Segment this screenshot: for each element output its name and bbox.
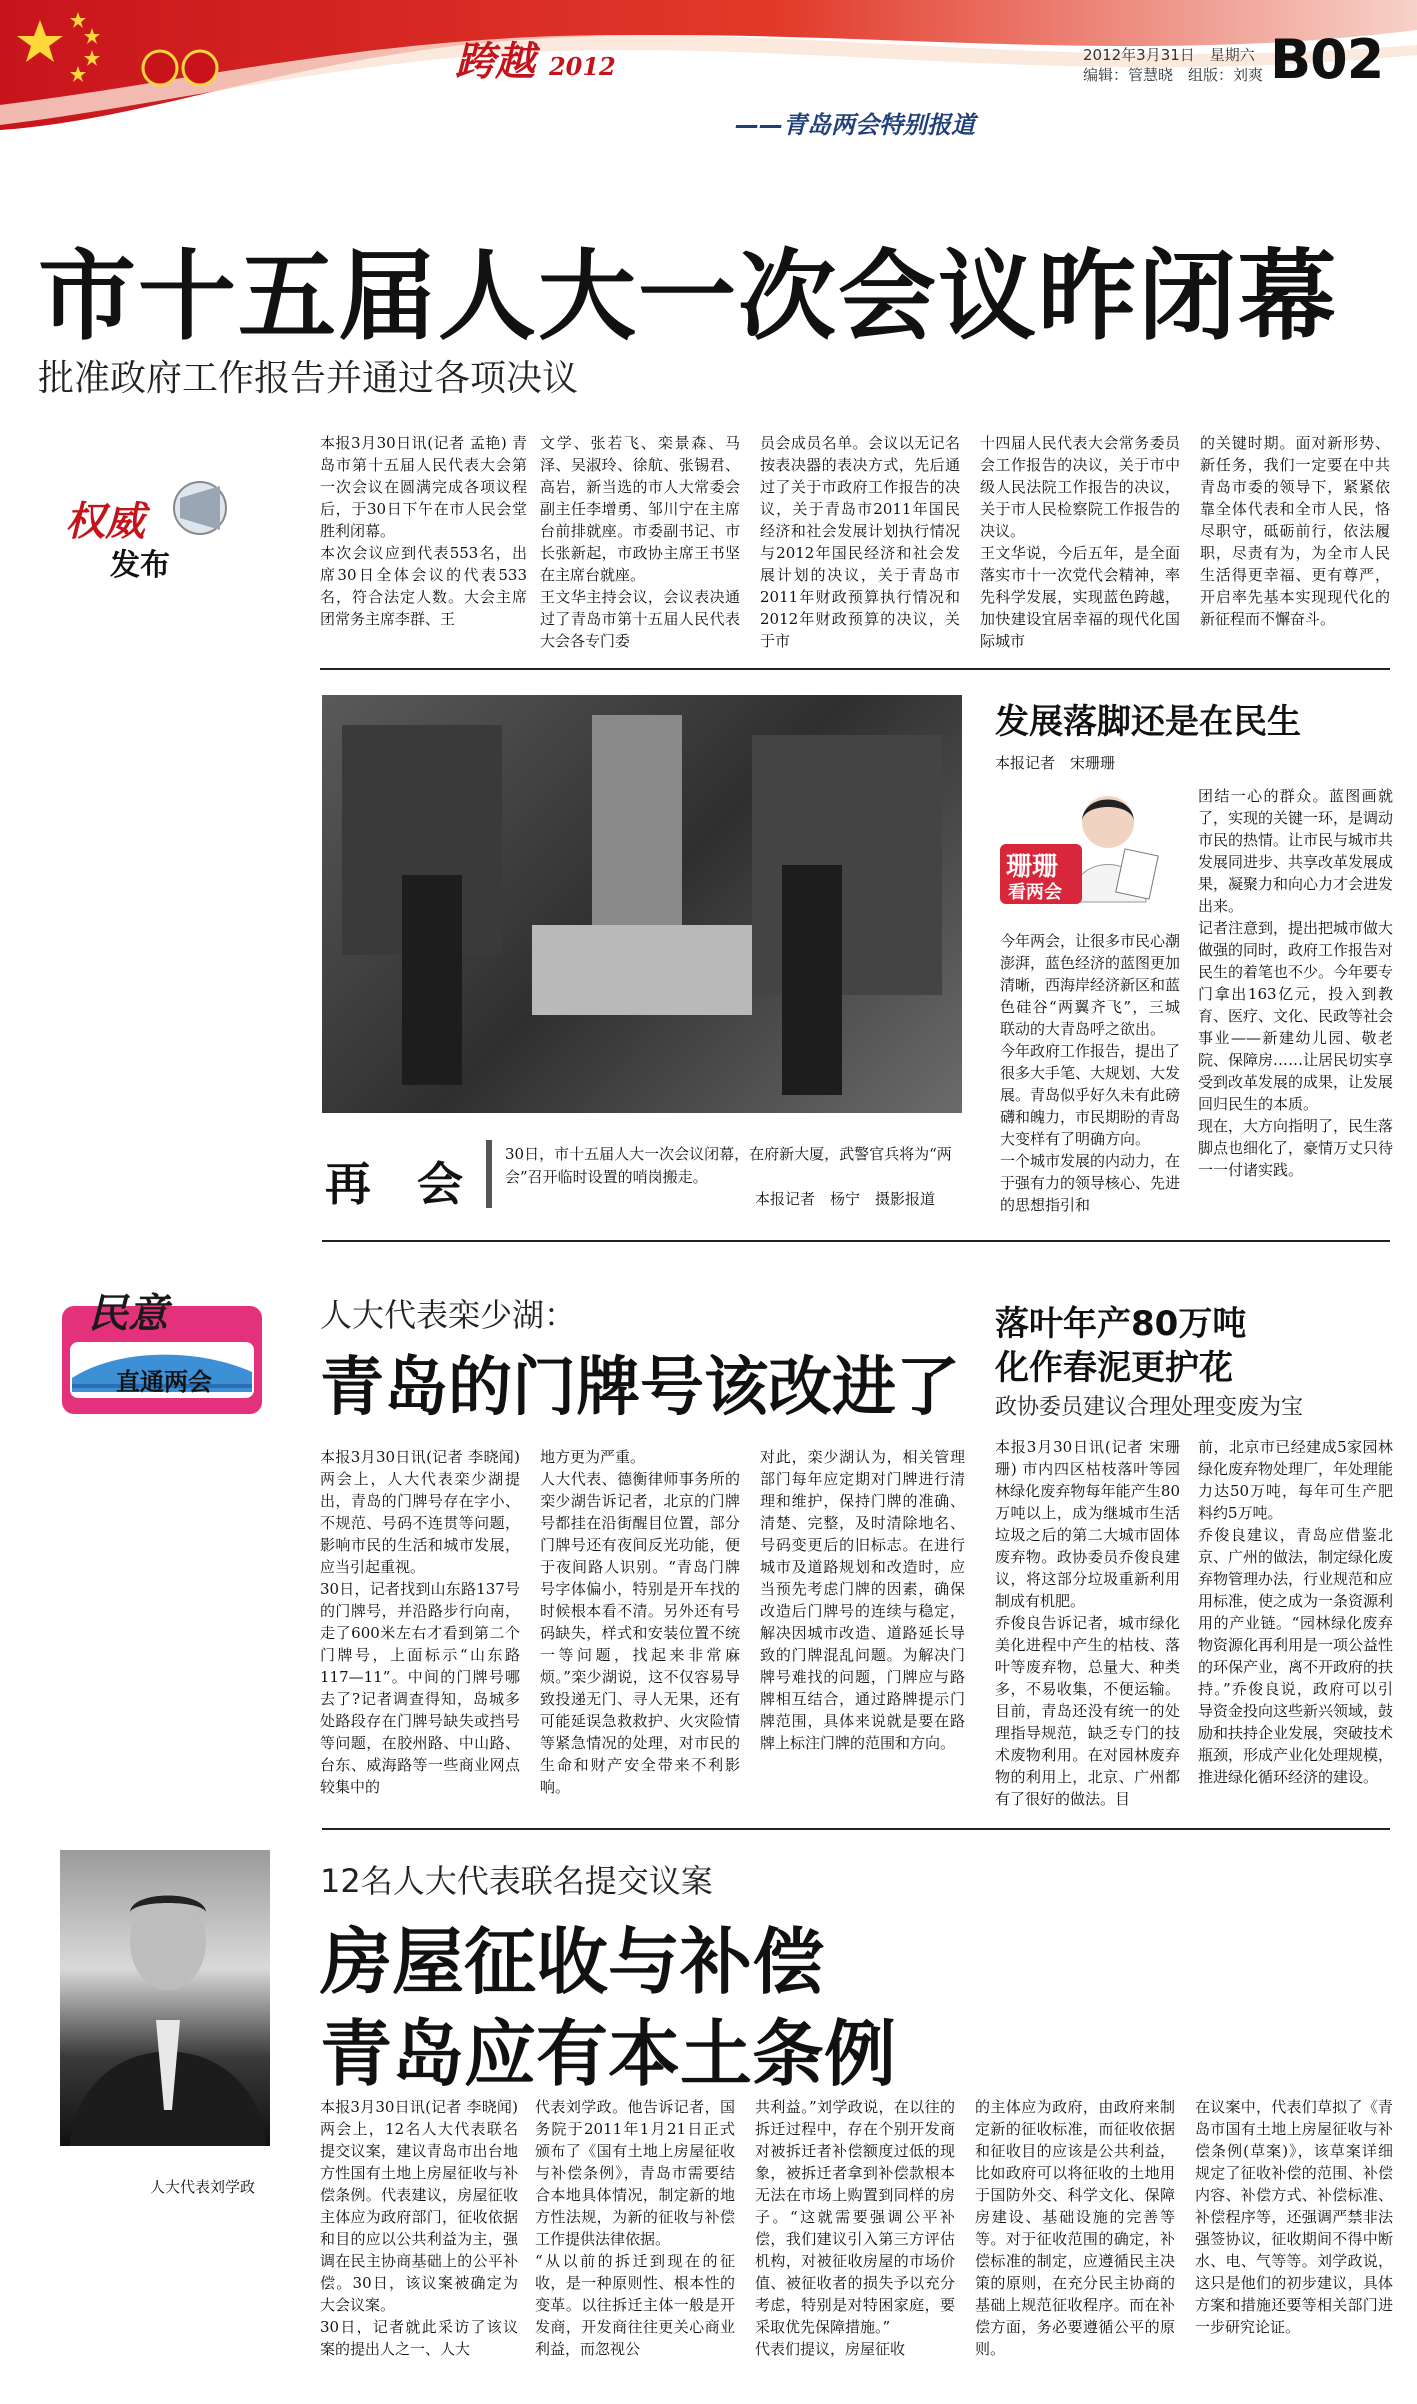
housing-col-5: 在议案中，代表们草拟了《青岛市国有土地上房屋征收与补偿条例(草案)》，该草案详细规定了征收补偿的范围、补偿内容、补偿方式、补偿标准、补偿程序等，还强调严禁非法强签协议，征收期间不得中断水、电、气等等。刘学政说，这只是他们的初步建议，具体方案和措施还要等相关部门进一步研究论证。 [1195,2098,1393,2336]
main-col-4: 十四届人民代表大会常务委员会工作报告的决议，关于市中级人民法院工作报告的决议，关于市人民检察院工作报告的决议。 王文华说，今后五年，是全面落实市十一次党代会精神，率先科学发展，实现蓝色跨越，加快建设宜居幸福的现代化国际城市 [980,434,1180,650]
housing-col-4: 的主体应为政府，由政府来制定新的征收标准，而征收依据和征收目的应该是公共利益，比如政府可以将征收的土地用于国防外交、科学文化、保障房建设、基础设施的完善等等。对于征收范围的确定，补偿标准的制定，应遵循民主决策的原则，在充分民主协商的基础上规范征收程序。而在补偿方面，务必要遵循公平的原则。 [975,2098,1175,2358]
housing-col-2: 代表刘学政。他告诉记者，国务院于2011年1月21日正式颁布了《国有土地上房屋征收与补偿条例》，青岛市需要结合本地具体情况，制定新的地方性法规，为新的征收与补偿工作提供法律依据。 “从以前的拆迁到现在的征收，是一种原则性、根本性的变革。以往拆迁主体一般是开发商，开发商往往更关心商业利益，而忽视公 [535,2098,735,2358]
emblem-icon [143,51,177,85]
main-col-1: 本报3月30日讯(记者 孟艳) 青岛市第十五届人民代表大会第一次会议在圆满完成各项议程后，于30日下午在市人民会堂胜利闭幕。 本次会议应到代表553名，出席30日全体会议的代表533名，符合法定人数。大会主席团常务主席李群、王 [320,434,527,628]
masthead [0,0,1417,150]
person-silhouette [60,1850,270,2146]
portrait-caption: 人大代表刘学政 [150,2178,256,2196]
minyi-badge [58,1282,268,1422]
badge-line2: 发布 [110,548,170,583]
main-subheadline: 批准政府工作报告并通过各项决议 [38,358,579,399]
badge-line1: 权威 [65,498,145,545]
main-col-5: 的关键时期。面对新形势、新任务，我们一定要在中共青岛市委的领导下，紧紧依靠全体代表和全市人民，恪尽职守，砥砺前行，依法履职，尽责有为，为全市人民生活得更幸福、更有尊严，开启率先基本实现现代化的新征程而不懈奋斗。 [1200,434,1390,628]
news-photo [322,695,962,1113]
doorplate-col-1: 本报3月30日讯(记者 李晓闻) 两会上，人大代表栾少湖提出，青岛的门牌号存在字小、不规范、号码不连贯等问题，影响市民的生活和城市发展，应当引起重视。 30日，记者找到山东路137号的门牌号，并沿路步行向南，走了600米左右才看到第二个门牌号，上面标示“山东路117—11”。中间的门牌号哪去了?记者调查得知，岛城多处路段存在门牌号缺失或挡号等问题，在胶州路、中山路、台东、威海路等一些商业网点较集中的 [320,1448,520,1796]
badge-line2: 看两会 [1008,882,1062,903]
housing-col-1: 本报3月30日讯(记者 李晓闻) 两会上，12名人大代表联名提交议案，建议青岛市出台地方性国有土地上房屋征收与补偿条例。代表建议，房屋征收主体应为政府部门，征收依据和目的应以公共利益为主，强调在民主协商基础上的公平补偿。30日，该议案被确定为大会议案。 30日，记者就此采访了该议案的提出人之一、人大 [320,2098,518,2358]
photo-divider [486,1140,492,1208]
leaves-subtitle: 政协委员建议合理处理变废为宝 [995,1395,1304,1420]
masthead-subtitle: ——青岛两会特别报道 [735,111,975,139]
doorplate-col-2: 地方更为严重。 人大代表、德衡律师事务所的栾少湖告诉记者，北京的门牌号都挂在沿街醒目位置，部分门牌号还有夜间反光功能，便于夜间路人识别。“青岛门牌号字体偏小，特别是开车找的时候根本看不清。另外还有号码缺失，样式和安装位置不统一等问题，找起来非常麻烦。”栾少湖说，这不仅容易导致投递无门、寻人无果，还有可能延误急救救护、火灾险情等紧急情况的处理，对市民的生命和财产安全带来不利影响。 [540,1448,740,1796]
main-col-2: 文学、张若飞、栾景森、马泽、吴淑玲、徐航、张锡君、高岩，新当选的市人大常委会副主任李增勇、邹川宁在主席台前排就座。市委副书记、市长张新起，市政协主席王书坚在主席台就座。 王文华主持会议，会议表决通过了青岛市第十五届人民代表大会各专门委 [540,434,740,650]
brand: 跨越 2012 [455,38,616,85]
doorplate-title: 青岛的门牌号该改进了 [320,1351,960,1425]
badge-line1: 民意 [88,1290,168,1337]
column-text-left: 今年两会，让很多市民心潮澎湃，蓝色经济的蓝图更加清晰，西海岸经济新区和蓝色硅谷“两翼齐飞”，三城联动的大青岛呼之欲出。 今年政府工作报告，提出了很多大手笔、大规划、大发展。青岛似乎好久未有此磅礴和魄力，市民期盼的青岛大变样有了明确方向。 一个城市发展的内动力，在于强有力的领导核心、先进的思想指引和 [1000,932,1180,1214]
column-byline: 本报记者 宋珊珊 [995,754,1116,772]
main-headline: 市十五届人大一次会议昨闭幕 [38,240,1339,354]
housing-col-3: 共利益。”刘学政说，在以往的拆迁过程中，存在个别开发商对被拆迁者补偿额度过低的现象，被拆迁者拿到补偿款根本无法在市场上购置到同样的房子。“这就需要强调公平补偿，我们建议引入第三方评估机构，对被征收房屋的市场价值、被征收者的损失予以充分考虑，特别是对特困家庭，要采取优先保障措施。” 代表们提议，房屋征收 [755,2098,955,2358]
portrait-photo [60,1850,270,2146]
column-title: 发展落脚还是在民生 [995,702,1301,742]
shanshan-badge [1000,782,1170,932]
issue-date: 2012年3月31日 星期六 [1083,46,1255,64]
leaves-title-line1: 落叶年产80万吨 [995,1304,1247,1344]
housing-title-line2: 青岛应有本土条例 [320,2012,897,2096]
housing-kicker: 12名人大代表联名提交议案 [320,1862,713,1900]
divider [322,1828,1390,1830]
emblem-icon [183,51,217,85]
housing-title-line1: 房屋征收与补偿 [320,1920,825,2004]
photo-placeholder [322,695,962,1113]
page-number: B02 [1270,28,1384,91]
doorplate-kicker: 人大代表栾少湖： [320,1296,577,1334]
authority-badge [60,468,240,588]
leaves-text-right: 前，北京市已经建成5家园林绿化废弃物处理厂，年处理能力达50万吨，每年可生产肥料约5万吨。 乔俊良建议，青岛应借鉴北京、广州的做法，制定绿化废弃物管理办法，行业规范和应用标准，使之成为一条资源利用的产业链。“园林绿化废弃物资源化再利用是一项公益性的环保产业，离不开政府的扶持。”乔俊良说，政府可以引导资金投向这些新兴领域，鼓励和扶持企业发展，突破技术瓶颈，形成产业化处理规模，推进绿化循环经济的建设。 [1198,1438,1393,1786]
photo-credit: 本报记者 杨宁 摄影报道 [755,1190,936,1208]
photo-caption: 30日，市十五届人大一次会议闭幕，在府新大厦，武警官兵将为“两会”召开临时设置的哨岗搬走。 [505,1145,952,1186]
photo-label: 再 会 [325,1157,463,1211]
column-text-right: 团结一心的群众。蓝图画就了，实现的关键一环，是调动市民的热情。让市民与城市共发展同进步、共享改革发展成果，凝聚力和向心力才会进发出来。 记者注意到，提出把城市做大做强的同时，政府工作报告对民生的着笔也不少。今年要专门拿出163亿元，投入到教育、医疗、文化、民政等社会事业——新建幼儿园、敬老院、保障房……让居民切实享受到改革发展的成果，让发展回归民生的本质。 现在，大方向指明了，民生落脚点也细化了，豪情万丈只待一一付诸实践。 [1198,787,1393,1179]
editor-credit: 编辑：管慧晓 组版：刘爽 [1083,66,1264,84]
divider [322,1240,1390,1242]
badge-line1: 珊珊 [1006,852,1059,882]
badge-line2: 直通两会 [116,1368,212,1396]
leaves-title-line2: 化作春泥更护花 [995,1348,1233,1388]
divider [320,668,1390,670]
doorplate-col-3: 对此，栾少湖认为，相关管理部门每年应定期对门牌进行清理和维护，保持门牌的准确、清楚、完整，及时清除地名、号码变更后的旧标志。在进行城市及道路规划和改造时，应当预先考虑门牌的因素，确保改造后门牌号的连续与稳定，解决因城市改造、道路延长导致的门牌混乱问题。为解决门牌号难找的问题，门牌应与路牌相互结合，通过路牌提示门牌范围，具体来说就是要在路牌上标注门牌的范围和方向。 [760,1448,965,1752]
main-col-3: 员会成员名单。会议以无记名按表决器的表决方式，先后通过了关于市政府工作报告的决议，关于青岛市2011年国民经济和社会发展计划执行情况与2012年国民经济和社会发展计划的决议，关于青岛市2011年财政预算执行情况和2012年财政预算的决议，关于市 [760,434,960,650]
leaves-text-left: 本报3月30日讯(记者 宋珊珊) 市内四区枯枝落叶等园林绿化废弃物每年能产生80万吨以上，成为继城市生活垃圾之后的第二大城市固体废弃物。政协委员乔俊良建议，将这部分垃圾重新利用制成有机肥。 乔俊良告诉记者，城市绿化美化进程中产生的枯枝、落叶等废弃物，总量大、种类多，不易收集，不便运输。目前，青岛还没有统一的处理指导规范，缺乏专门的技术废物利用。在对园林废弃物的利用上，北京、广州都有了很好的做法。目 [995,1438,1180,1808]
